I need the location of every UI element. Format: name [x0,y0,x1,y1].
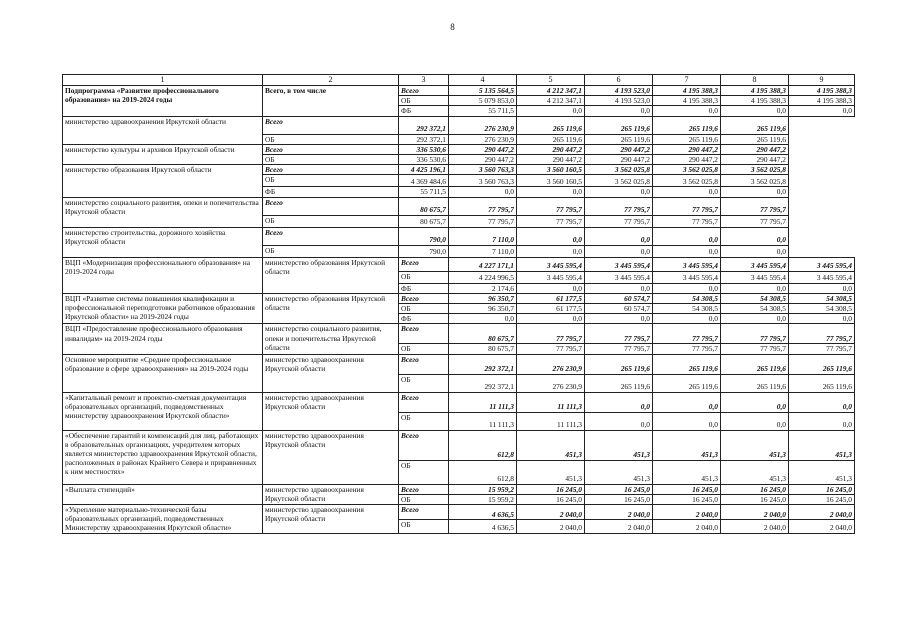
value-cell: 77 795,7 [585,215,653,227]
funding-source-cell: Всего [263,116,399,134]
funding-source-cell: Всего [399,324,449,344]
value-cell: 77 795,7 [585,197,653,215]
value-cell: 290 447,2 [721,144,789,154]
header-cell: 7 [653,75,721,86]
value-cell: 451,3 [517,460,585,484]
value-cell: 4 195 388,3 [653,96,721,106]
funding-source-cell: ОБ [399,96,449,106]
value-cell: 16 245,0 [653,494,721,504]
value-cell: 4 369 484,6 [399,175,449,187]
table-row [63,484,855,494]
value-cell: 290 447,2 [449,144,517,154]
value-cell: 0,0 [653,106,721,116]
value-cell: 451,3 [789,430,855,460]
value-cell: 290 447,2 [721,155,789,165]
value-cell: 2 040,0 [585,505,653,520]
table-row [63,165,855,175]
funding-source-cell: Всего [399,86,449,96]
value-cell: 0,0 [517,245,585,257]
value-cell: 16 245,0 [789,494,855,504]
executor-cell: министерство образования Иркутской области [63,165,263,197]
value-cell: 4 212 347,1 [517,96,585,106]
funding-source-cell: Всего [399,505,449,520]
value-cell: 11 111,3 [517,412,585,430]
value-cell: 16 245,0 [517,484,585,494]
value-cell: 0,0 [517,314,585,324]
value-cell: 80 675,7 [449,324,517,344]
header-row [63,75,855,86]
value-cell: 3 445 595,4 [789,257,855,271]
value-cell: 11 111,3 [449,412,517,430]
header-cell: 4 [449,75,517,86]
value-cell: 16 245,0 [789,484,855,494]
value-cell: 54 308,5 [789,304,855,314]
value-cell: 16 245,0 [585,484,653,494]
value-cell: 77 795,7 [721,197,789,215]
value-cell: 265 119,6 [517,134,585,144]
page-number: 8 [450,22,455,32]
executor-cell: министерство здравоохранения Иркутской области [263,354,399,392]
value-cell: 55 711,5 [399,187,449,197]
table-row [63,430,855,460]
value-cell: 336 530,6 [399,144,449,154]
executor-cell: министерство здравоохранения Иркутской области [63,116,263,144]
value-cell: 451,3 [653,460,721,484]
funding-source-cell: ОБ [399,271,449,283]
funding-source-cell: ОБ [263,175,399,187]
value-cell: 16 245,0 [721,484,789,494]
value-cell: 0,0 [585,106,653,116]
value-cell: 0,0 [721,227,789,245]
value-cell: 276 230,9 [449,134,517,144]
table-row [63,354,855,374]
value-cell: 55 711,5 [449,106,517,116]
value-cell: 265 119,6 [653,116,721,134]
value-cell: 54 308,5 [653,304,721,314]
value-cell: 612,8 [449,430,517,460]
value-cell: 2 040,0 [721,520,789,533]
value-cell: 292 372,1 [399,116,449,134]
value-cell: 276 230,9 [517,354,585,374]
program-name-cell: «Обеспечение гарантий и компенсаций для лиц, работающих в образовательных организациях, учредителем которых является министерство здравоохранения Иркутской области, расположенных в районах Крайнего Севера и приравненных к ним местностях» [63,430,263,484]
program-name-cell: «Выплата стипендий» [63,484,263,504]
value-cell: 2 174,6 [449,283,517,293]
value-cell: 3 562 025,8 [585,175,653,187]
value-cell: 0,0 [721,412,789,430]
header-cell: 5 [517,75,585,86]
value-cell: 265 119,6 [721,116,789,134]
executor-cell: Всего, в том числе [263,86,399,117]
header-cell: 3 [399,75,449,86]
value-cell: 2 040,0 [517,520,585,533]
value-cell: 4 195 388,3 [721,96,789,106]
value-cell: 0,0 [585,412,653,430]
funding-source-cell: ОБ [263,155,399,165]
funding-source-cell: ОБ [263,215,399,227]
value-cell: 265 119,6 [721,134,789,144]
value-cell: 790,0 [399,245,449,257]
value-cell: 290 447,2 [653,144,721,154]
header-cell: 9 [789,75,855,86]
funding-source-cell: ОБ [399,460,449,484]
value-cell: 265 119,6 [653,354,721,374]
value-cell: 292 372,1 [449,374,517,392]
value-cell: 0,0 [449,187,517,197]
value-cell: 4 212 347,1 [517,86,585,96]
funding-source-cell: Всего [399,430,449,460]
value-cell: 0,0 [585,187,653,197]
value-cell: 0,0 [789,412,855,430]
value-cell: 80 675,7 [399,197,449,215]
value-cell: 0,0 [789,392,855,412]
executor-cell: министерство здравоохранения Иркутской области [263,505,399,534]
value-cell: 3 445 595,4 [653,271,721,283]
header-cell: 1 [63,75,263,86]
value-cell: 265 119,6 [789,354,855,374]
funding-table [62,74,855,534]
value-cell: 77 795,7 [585,344,653,354]
value-cell: 15 959,2 [449,484,517,494]
value-cell: 0,0 [721,245,789,257]
value-cell: 16 245,0 [721,494,789,504]
table-row [63,86,855,96]
executor-cell: министерство здравоохранения Иркутской области [263,484,399,504]
value-cell: 11 111,3 [517,392,585,412]
value-cell: 77 795,7 [585,324,653,344]
value-cell: 0,0 [585,227,653,245]
value-cell: 77 795,7 [653,324,721,344]
value-cell: 290 447,2 [517,155,585,165]
funding-source-cell: ФБ [399,106,449,116]
value-cell: 77 795,7 [789,324,855,344]
value-cell: 54 308,5 [721,293,789,303]
funding-source-cell: ФБ [263,187,399,197]
value-cell: 4 195 388,3 [789,96,855,106]
funding-source-cell: Всего [399,257,449,271]
value-cell: 80 675,7 [449,344,517,354]
funding-source-cell: Всего [399,484,449,494]
value-cell: 4 636,5 [449,505,517,520]
value-cell: 276 230,9 [517,374,585,392]
value-cell: 60 574,7 [585,293,653,303]
funding-source-cell: ФБ [399,283,449,293]
value-cell: 2 040,0 [517,505,585,520]
value-cell: 290 447,2 [585,144,653,154]
funding-source-cell: Всего [263,144,399,154]
value-cell: 0,0 [653,412,721,430]
value-cell: 77 795,7 [517,344,585,354]
header-cell: 2 [263,75,399,86]
value-cell: 3 445 595,4 [653,257,721,271]
program-name-cell: ВЦП «Модернизация профессионального образования» на 2019-2024 годы [63,257,263,293]
value-cell: 0,0 [653,314,721,324]
value-cell: 2 040,0 [585,520,653,533]
value-cell: 77 795,7 [721,344,789,354]
value-cell: 3 562 025,8 [721,175,789,187]
value-cell: 0,0 [653,245,721,257]
value-cell: 60 574,7 [585,304,653,314]
value-cell: 16 245,0 [585,494,653,504]
value-cell: 3 560 763,3 [449,165,517,175]
value-cell: 290 447,2 [517,144,585,154]
value-cell: 336 530,6 [399,155,449,165]
value-cell: 7 110,0 [449,245,517,257]
value-cell: 2 040,0 [721,505,789,520]
value-cell: 0,0 [721,283,789,293]
value-cell: 612,8 [449,460,517,484]
value-cell: 3 445 595,4 [789,271,855,283]
executor-cell: министерство культуры и архивов Иркутской области [63,144,263,164]
executor-cell: министерство образования Иркутской области [263,293,399,324]
value-cell: 0,0 [517,227,585,245]
value-cell: 3 562 025,8 [653,165,721,175]
value-cell: 451,3 [517,430,585,460]
value-cell: 265 119,6 [585,116,653,134]
value-cell: 0,0 [789,283,855,293]
value-cell: 0,0 [653,227,721,245]
value-cell: 0,0 [653,392,721,412]
value-cell: 0,0 [585,392,653,412]
value-cell: 3 562 025,8 [653,175,721,187]
value-cell: 292 372,1 [399,134,449,144]
value-cell: 790,0 [399,227,449,245]
value-cell: 290 447,2 [449,155,517,165]
value-cell: 0,0 [585,314,653,324]
value-cell: 2 040,0 [789,520,855,533]
value-cell: 4 425 196,1 [399,165,449,175]
value-cell: 4 195 388,3 [721,86,789,96]
value-cell: 77 795,7 [449,197,517,215]
executor-cell: министерство образования Иркутской области [263,257,399,293]
value-cell: 77 795,7 [721,215,789,227]
value-cell: 0,0 [517,283,585,293]
table-row [63,293,855,303]
value-cell: 265 119,6 [721,374,789,392]
table-row [63,505,855,520]
value-cell: 2 040,0 [653,505,721,520]
value-cell: 276 230,9 [449,116,517,134]
funding-source-cell: Всего [399,293,449,303]
executor-cell: министерство здравоохранения Иркутской области [263,392,399,430]
program-name-cell: Основное мероприятие «Среднее профессиональное образование в сфере здравоохранения» на 2019-2024 годы [63,354,263,392]
value-cell: 16 245,0 [653,484,721,494]
funding-source-cell: ОБ [263,245,399,257]
table-body [63,86,855,534]
value-cell: 4 195 388,3 [789,86,855,96]
value-cell: 3 445 595,4 [721,271,789,283]
value-cell: 0,0 [721,314,789,324]
value-cell: 451,3 [721,430,789,460]
value-cell: 4 193 523,0 [585,86,653,96]
value-cell: 0,0 [585,283,653,293]
value-cell: 0,0 [721,392,789,412]
funding-source-cell: ФБ [399,314,449,324]
value-cell: 77 795,7 [449,215,517,227]
value-cell: 3 445 595,4 [517,257,585,271]
funding-source-cell: ОБ [399,520,449,533]
value-cell: 292 372,1 [449,354,517,374]
value-cell: 77 795,7 [517,215,585,227]
header-cell: 6 [585,75,653,86]
funding-source-cell: Всего [263,165,399,175]
value-cell: 96 350,7 [449,304,517,314]
funding-source-cell: ОБ [399,344,449,354]
table-row [63,197,855,215]
funding-source-cell: ОБ [399,374,449,392]
value-cell: 0,0 [653,187,721,197]
value-cell: 4 227 171,1 [449,257,517,271]
value-cell: 77 795,7 [517,324,585,344]
value-cell: 0,0 [721,106,789,116]
value-cell: 3 445 595,4 [721,257,789,271]
value-cell: 0,0 [517,187,585,197]
value-cell: 54 308,5 [789,293,855,303]
funding-source-cell: Всего [399,354,449,374]
header-cell: 8 [721,75,789,86]
program-name-cell: ВЦП «Предоставление профессионального образования инвалидам» на 2019-2024 годы [63,324,263,354]
value-cell: 77 795,7 [517,197,585,215]
funding-source-cell: Всего [263,227,399,245]
value-cell: 77 795,7 [789,344,855,354]
value-cell: 3 445 595,4 [585,257,653,271]
value-cell: 5 135 564,5 [449,86,517,96]
table-row [63,257,855,271]
value-cell: 0,0 [585,245,653,257]
funding-source-cell: ОБ [399,412,449,430]
program-name-cell: ВЦП «Развитие системы повышения квалификации и профессиональной переподготовки работников образования Иркутской области» на 2019-2024 годы [63,293,263,324]
table-row [63,144,855,154]
program-name-cell: «Капитальный ремонт и проектно-сметная документация образовательных организаций, подведомственных министерству здравоохранения Иркутской области» [63,392,263,430]
value-cell: 451,3 [721,460,789,484]
value-cell: 451,3 [789,460,855,484]
value-cell: 4 224 996,5 [449,271,517,283]
value-cell: 265 119,6 [585,374,653,392]
value-cell: 0,0 [449,314,517,324]
value-cell: 77 795,7 [653,215,721,227]
program-name-cell: «Укрепление материально-технической базы образовательных организаций, подведомственных Министерству здравоохранения Иркутской области» [63,505,263,534]
value-cell: 7 110,0 [449,227,517,245]
value-cell: 0,0 [721,187,789,197]
value-cell: 451,3 [585,430,653,460]
executor-cell: министерство социального развития, опеки и попечительства Иркутской области [263,324,399,354]
value-cell: 5 079 853,0 [449,96,517,106]
funding-source-cell: Всего [263,197,399,215]
value-cell: 54 308,5 [721,304,789,314]
value-cell: 61 177,5 [517,304,585,314]
value-cell: 265 119,6 [653,374,721,392]
value-cell: 0,0 [517,106,585,116]
table-row [63,227,855,245]
value-cell: 265 119,6 [721,354,789,374]
funding-source-cell: ОБ [399,304,449,314]
value-cell: 77 795,7 [653,197,721,215]
executor-cell: министерство строительства, дорожного хозяйства Иркутской области [63,227,263,257]
program-name-cell: Подпрограмма «Развитие профессионального образования» на 2019-2024 годы [63,86,263,117]
value-cell: 3 445 595,4 [517,271,585,283]
value-cell: 265 119,6 [789,374,855,392]
table-row [63,392,855,412]
funding-source-cell: ОБ [263,134,399,144]
value-cell: 3 562 025,8 [721,165,789,175]
value-cell: 11 111,3 [449,392,517,412]
value-cell: 265 119,6 [585,134,653,144]
value-cell: 80 675,7 [399,215,449,227]
value-cell: 4 195 388,3 [653,86,721,96]
value-cell: 265 119,6 [585,354,653,374]
value-cell: 77 795,7 [653,344,721,354]
value-cell: 2 040,0 [789,505,855,520]
value-cell: 61 177,5 [517,293,585,303]
value-cell: 0,0 [653,283,721,293]
value-cell: 290 447,2 [585,155,653,165]
value-cell: 3 560 160,5 [517,175,585,187]
executor-cell: министерство здравоохранения Иркутской области [263,430,399,484]
value-cell: 4 193 523,0 [585,96,653,106]
value-cell: 3 560 160,5 [517,165,585,175]
value-cell: 451,3 [585,460,653,484]
value-cell: 290 447,2 [653,155,721,165]
value-cell: 3 562 025,8 [585,165,653,175]
value-cell: 96 350,7 [449,293,517,303]
value-cell: 265 119,6 [653,134,721,144]
funding-source-cell: ОБ [399,494,449,504]
value-cell: 16 245,0 [517,494,585,504]
value-cell: 451,3 [653,430,721,460]
value-cell: 4 636,5 [449,520,517,533]
value-cell: 3 445 595,4 [585,271,653,283]
value-cell: 0,0 [789,314,855,324]
value-cell: 0,0 [789,106,855,116]
funding-source-cell: Всего [399,392,449,412]
value-cell: 15 959,2 [449,494,517,504]
value-cell: 265 119,6 [517,116,585,134]
value-cell: 2 040,0 [653,520,721,533]
table-row [63,324,855,344]
value-cell: 3 560 763,3 [449,175,517,187]
table-row [63,116,855,134]
value-cell: 77 795,7 [721,324,789,344]
value-cell: 54 308,5 [653,293,721,303]
executor-cell: министерство социального развития, опеки и попечительства Иркутской области [63,197,263,227]
